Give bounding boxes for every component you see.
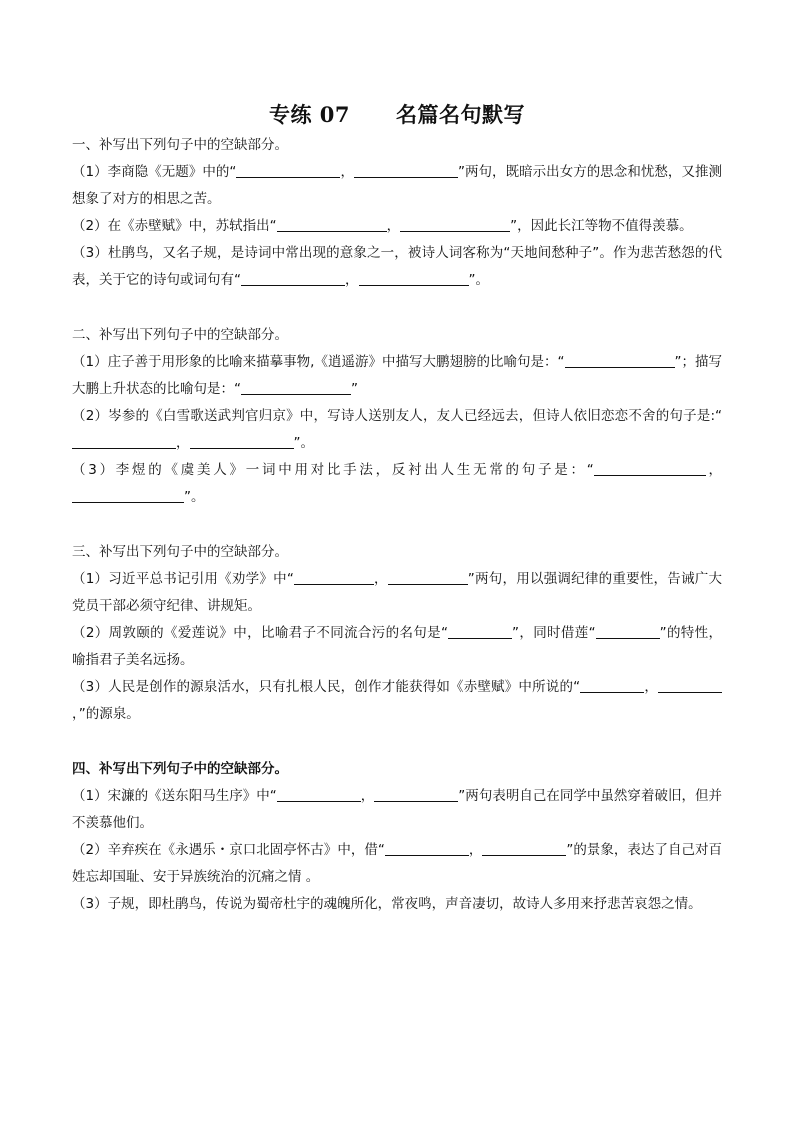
answer-blank[interactable] <box>580 678 644 693</box>
title-prefix: 专练 07 <box>268 102 351 127</box>
question-item: （1）习近平总书记引用《劝学》中“ ， ”两句，用以强调纪律的重要性，告诫广大党员干部必须守纪律、讲规矩。 <box>72 571 722 614</box>
section-2 <box>72 322 722 511</box>
answer-blank[interactable] <box>241 380 351 395</box>
title-main: 名篇名句默写 <box>396 102 526 127</box>
answer-blank[interactable] <box>359 271 469 286</box>
question-item: （3）子规，即杜鹃鸟，传说为蜀帝杜宇的魂魄所化，常夜鸣，声音凄切，故诗人多用来抒悲苦哀怨之情。 <box>72 896 702 912</box>
answer-blank[interactable] <box>354 163 458 178</box>
question-item: （3）杜鹃鸟，又名子规，是诗词中常出现的意象之一，被诗人词客称为“天地间愁种子”。作为悲苦愁怨的代表，关于它的诗句或词句有“ ， ”。 <box>72 245 722 288</box>
answer-blank[interactable] <box>482 841 566 856</box>
section-3 <box>72 539 722 728</box>
question-item: （2）岑参的《白雪歌送武判官归京》中，写诗人送别友人，友人已经远去，但诗人依旧恋恋不舍的句子是:“， ”。 <box>72 408 722 451</box>
question-item: （3）李煜的《虞美人》一词中用对比手法，反衬出人生无常的句子是：“ ，”。 <box>72 462 722 505</box>
answer-blank[interactable] <box>594 461 706 476</box>
answer-blank[interactable] <box>565 353 675 368</box>
section-4 <box>72 756 722 918</box>
answer-blank[interactable] <box>388 570 468 585</box>
question-item: （2）辛弃疾在《永遇乐・京口北固亭怀古》中，借“ ， ”的景象，表达了自己对百姓忘却国耻、安于异族统治的沉痛之情 。 <box>72 842 722 885</box>
answer-blank[interactable] <box>448 624 512 639</box>
answer-blank[interactable] <box>241 271 345 286</box>
answer-blank[interactable] <box>277 787 361 802</box>
question-item: （2）周敦颐的《爱莲说》中，比喻君子不同流合污的名句是“ ”，同时借莲“ ”的特性，喻指君子美名远扬。 <box>72 625 722 668</box>
page-title <box>72 98 722 132</box>
answer-blank[interactable] <box>294 570 374 585</box>
answer-blank[interactable] <box>596 624 660 639</box>
answer-blank[interactable] <box>374 787 458 802</box>
question-item: （3）人民是创作的源泉活水，只有扎根人民，创作才能获得如《赤壁赋》中所说的“ ，，”的源泉。 <box>72 674 722 728</box>
question-item: （1）李商隐《无题》中的“ ， ”两句，既暗示出女方的思念和忧愁，又推测想象了对方的相思之苦。 <box>72 164 722 207</box>
section-heading: 四、补写出下列句子中的空缺部分。 <box>72 761 288 777</box>
answer-blank[interactable] <box>385 841 469 856</box>
section-heading: 一、补写出下列句子中的空缺部分。 <box>72 137 288 153</box>
question-item: （2）在《赤壁赋》中，苏轼指出“ ， ”，因此长江等物不值得羡慕。 <box>72 218 693 234</box>
question-item: （1）庄子善于用形象的比喻来描摹事物,《逍遥游》中描写大鹏翅膀的比喻句是：“ ”；描写大鹏上升状态的比喻句是：“ ” <box>72 354 723 397</box>
answer-blank[interactable] <box>72 434 176 449</box>
worksheet-page <box>72 98 722 918</box>
answer-blank[interactable] <box>236 163 340 178</box>
section-1 <box>72 132 722 294</box>
section-heading: 二、补写出下列句子中的空缺部分。 <box>72 327 288 343</box>
section-heading: 三、补写出下列句子中的空缺部分。 <box>72 544 288 560</box>
answer-blank[interactable] <box>190 434 294 449</box>
answer-blank[interactable] <box>277 217 387 232</box>
question-item: （1）宋濂的《送东阳马生序》中“ ， ”两句表明自己在同学中虽然穿着破旧，但并不羡慕他们。 <box>72 788 723 831</box>
answer-blank[interactable] <box>658 678 722 693</box>
answer-blank[interactable] <box>400 217 510 232</box>
answer-blank[interactable] <box>72 488 184 503</box>
